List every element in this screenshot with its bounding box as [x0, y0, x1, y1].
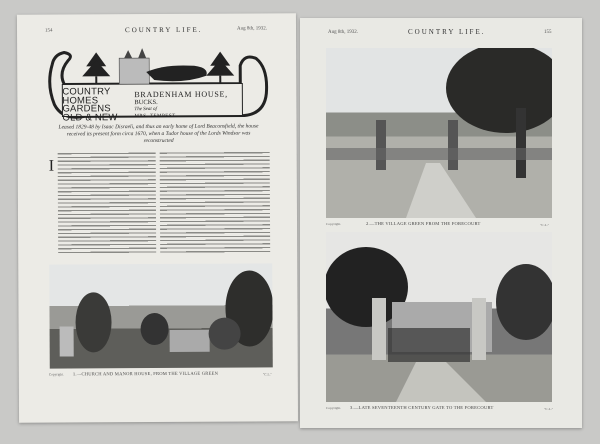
body-text-column-2 [160, 150, 271, 254]
photo-3-ref: "C.L." [544, 407, 554, 411]
house-name: BRADENHAM HOUSE, [134, 89, 228, 100]
title-banner [44, 43, 270, 122]
photo-ref: "C.L." [262, 372, 272, 377]
page-number: 154 [45, 28, 53, 34]
photo-village-green [326, 48, 552, 218]
right-page [300, 18, 582, 428]
seat-of: The Seat of [134, 107, 157, 113]
running-title: COUNTRY LIFE. [408, 28, 486, 36]
photo-caption: 1.—CHURCH AND MANOR HOUSE, FROM THE VILLAGE GREEN [72, 370, 219, 377]
county: BUCKS. [134, 98, 158, 107]
photo-2-ref: "C.L." [540, 223, 550, 227]
issue-date: Aug 8th, 1932. [236, 26, 268, 32]
lead-paragraph: Leased 1829-48 by Isaac Disraeli, and thus an early home of Lord Beaconsfield, the house received its present form circa 1670, when a Tudor house of the Lords Windsor was reconstructed [58, 123, 259, 145]
running-title: COUNTRY LIFE. [124, 25, 203, 35]
owner: MRS. TEMPEST. [134, 113, 178, 120]
photo-forecourt-gate [326, 232, 552, 402]
photo-2-caption: 2.—THE VILLAGE GREEN FROM THE FORECOURT [366, 221, 481, 226]
issue-date: Aug 8th, 1932. [328, 30, 358, 35]
left-page [17, 13, 298, 422]
photo-credit: Copyright. [48, 372, 64, 377]
photo-3-caption: 3.—LATE SEVENTEENTH CENTURY GATE TO THE FORECOURT [350, 405, 494, 410]
article-heading [134, 91, 228, 121]
photo-2-credit: Copyright. [326, 222, 342, 226]
photo-church-manor [49, 263, 273, 368]
page-number: 155 [544, 30, 552, 35]
series-title: COUNTRY HOMES GARDENS OLD & NEW [62, 86, 118, 123]
drop-cap: I [48, 157, 55, 175]
body-text-column-1 [58, 151, 157, 255]
photo-3-credit: Copyright. [326, 406, 342, 410]
